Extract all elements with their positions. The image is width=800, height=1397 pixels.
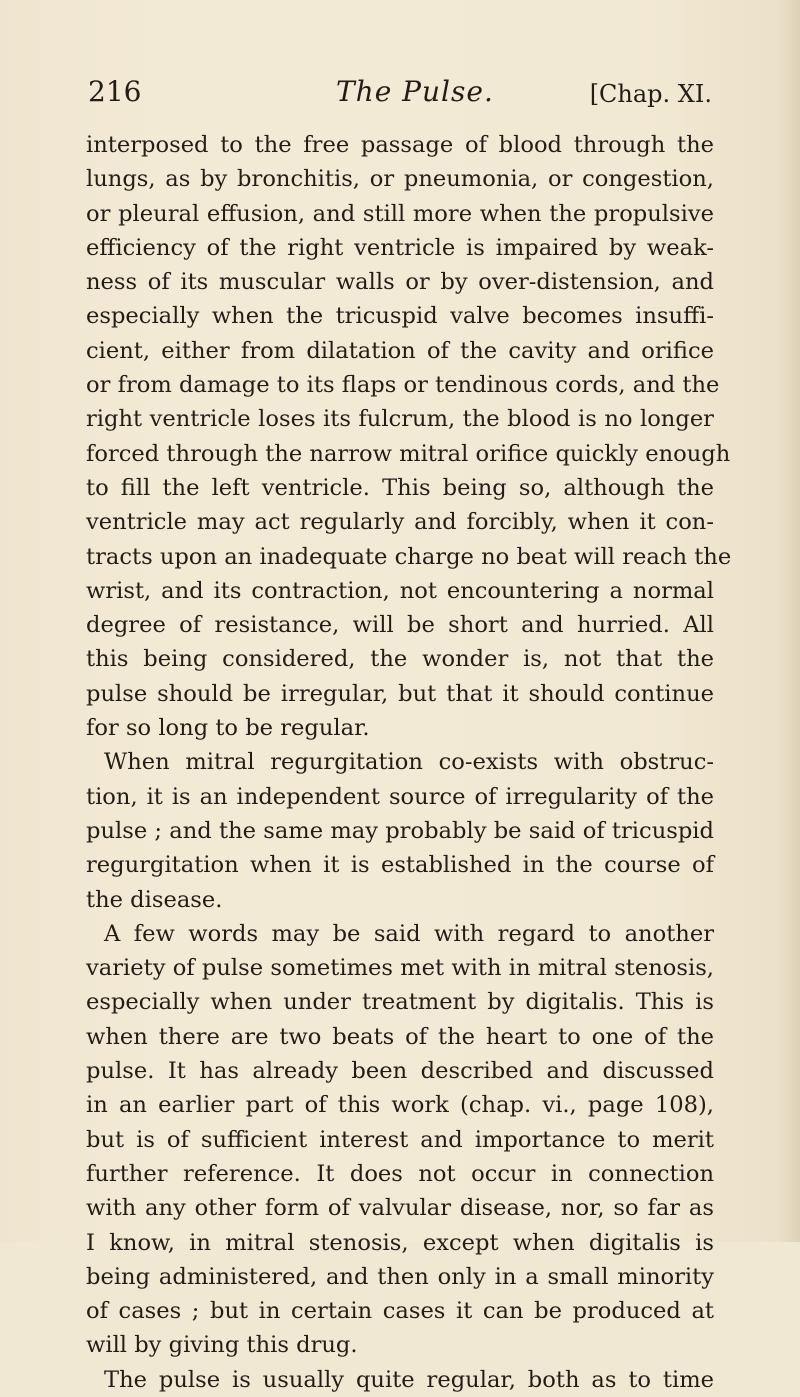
text-line: regurgitation when it is established in the course of (86, 852, 714, 879)
text-line: I know, in mitral stenosis, except when digitalis is (86, 1229, 714, 1256)
text-line: ness of its muscular walls or by over-distension, and (86, 269, 714, 296)
running-title: The Pulse. (336, 75, 494, 108)
text-line: When mitral regurgitation co-exists with obstruc- (104, 749, 714, 776)
page-edge-shadow (778, 0, 800, 1242)
text-line: pulse. It has already been described and discussed (86, 1058, 714, 1085)
text-line: in an earlier part of this work (chap. vi., page 108), (86, 1092, 714, 1119)
running-head (88, 74, 712, 110)
text-line: The pulse is usually quite regular, both as to time (104, 1366, 714, 1393)
text-line: this being considered, the wonder is, not that the (86, 646, 714, 673)
text-line: being administered, and then only in a small minority (86, 1263, 714, 1290)
text-line: variety of pulse sometimes met with in mitral stenosis, (86, 955, 714, 982)
text-line: to fill the left ventricle. This being so, although the (86, 474, 714, 501)
chapter-reference: [Chap. XI. (589, 80, 712, 108)
text-line: especially when the tricuspid valve becomes insuffi- (86, 303, 714, 330)
text-line: interposed to the free passage of blood through the (86, 132, 714, 158)
text-line: pulse ; and the same may probably be said of tricuspid (86, 817, 714, 844)
text-line: ventricle may act regularly and forcibly, when it con- (86, 509, 714, 536)
text-line: cient, either from dilatation of the cavity and orifice (86, 337, 714, 364)
text-line: especially when under treatment by digitalis. This is (86, 989, 714, 1016)
text-line: further reference. It does not occur in connection (86, 1160, 714, 1187)
text-line: the disease. (86, 886, 223, 913)
text-line: but is of sufficient interest and importance to merit (86, 1126, 714, 1153)
text-line: right ventricle loses its fulcrum, the blood is no longer (86, 406, 714, 433)
text-line: pulse should be irregular, but that it should continue (86, 680, 714, 707)
text-line: will by giving this drug. (86, 1332, 358, 1359)
text-line: efficiency of the right ventricle is impaired by weak- (86, 234, 714, 261)
text-line: wrist, and its contraction, not encountering a normal (86, 577, 714, 604)
text-line: of cases ; but in certain cases it can be produced at (86, 1298, 714, 1325)
text-line: tracts upon an inadequate charge no beat will reach the (86, 543, 732, 570)
text-line: with any other form of valvular disease, nor, so far as (86, 1195, 714, 1222)
text-line: lungs, as by bronchitis, or pneumonia, or congestion, (86, 166, 714, 193)
text-line: tion, it is an independent source of irregularity of the (86, 783, 714, 810)
text-line: when there are two beats of the heart to one of the (86, 1023, 714, 1050)
text-line: or from damage to its flaps or tendinous cords, and the (86, 372, 720, 399)
body-text (86, 128, 732, 1397)
text-line: A few words may be said with regard to another (104, 920, 714, 947)
text-line: or pleural effusion, and still more when the propulsive (86, 200, 714, 227)
text-line: for so long to be regular. (86, 715, 370, 742)
text-line: degree of resistance, will be short and hurried. All (86, 612, 714, 639)
text-line: forced through the narrow mitral orifice quickly enough (86, 440, 731, 467)
page-number: 216 (88, 75, 142, 108)
